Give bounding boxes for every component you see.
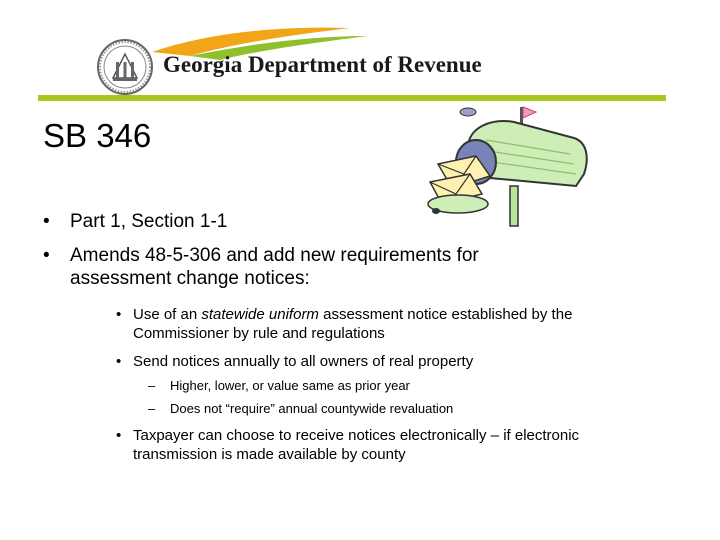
slide-header (0, 0, 720, 100)
organization-name: Georgia Department of Revenue (163, 52, 482, 77)
text-span: assessment notice established by the (318, 306, 573, 323)
list-item-text: Send notices annually to all owners of real property (133, 353, 474, 370)
bullet-marker: • (43, 211, 50, 232)
list-item-text (133, 305, 572, 324)
page-title: SB 346 (43, 117, 152, 154)
list-item-text: Amends 48-5-306 and add new requirements for (70, 245, 479, 266)
list-item-text: Higher, lower, or value same as prior year (170, 378, 410, 393)
header-divider (38, 95, 666, 101)
list-item-text: Does not “require” annual countywide revaluation (170, 401, 454, 416)
dash-marker: – (148, 378, 156, 393)
bullet-marker: • (116, 306, 122, 323)
bullet-marker: • (116, 353, 122, 370)
list-item-text: transmission is made available by county (133, 446, 406, 463)
georgia-state-seal-icon (96, 38, 154, 96)
list-item-text: assessment change notices: (70, 268, 310, 289)
bullet-marker: • (116, 427, 122, 444)
dash-marker: – (148, 401, 156, 416)
emphasis-text: statewide uniform (201, 306, 319, 323)
bullet-marker: • (43, 245, 50, 266)
list-item-text: Taxpayer can choose to receive notices electronically – if electronic (133, 427, 580, 444)
text-span: Use of an (133, 306, 202, 323)
mailbox-with-letters-icon (424, 104, 596, 230)
list-item-text: Part 1, Section 1-1 (70, 211, 228, 232)
list-item-text: Commissioner by rule and regulations (133, 325, 385, 342)
